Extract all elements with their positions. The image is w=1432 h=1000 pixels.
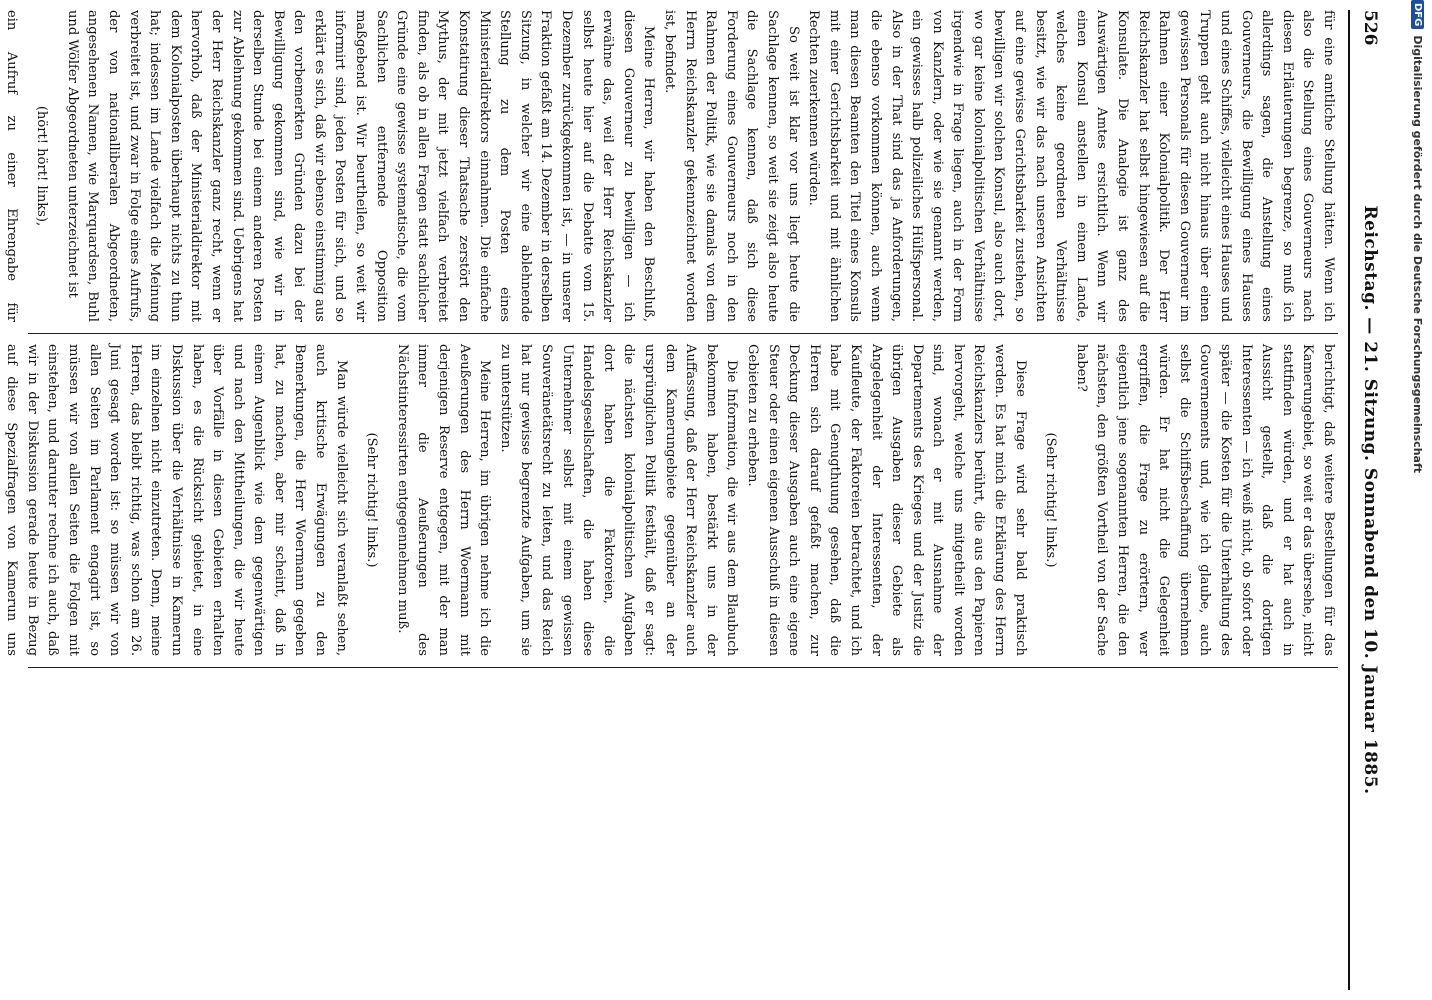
interjection: (Sehr richtig! links.) (364, 432, 380, 568)
paragraph: für eine amtliche Stellung hätten. Wenn ich also die Stellung eines Gouverneurs nach diesen Erläuterungen begrenze, so muß ich allerdings sagen, die Anstellung eines Gouverneurs, die Bewilligung eines Hauses und eines Schiffes, vielleicht eines Hauses und Truppen geht auch nicht hinaus über einen gewissen Personals für diesen Gouverneur im Rahmen einer Kolonialpolitik. Der Herr Reichskanzler hat selbst hingewiesen auf die Konsulate. Die Analogie ist ganz des Auswärtigen Amtes ersichtlich. Wenn wir einen Konsul anstellen in einem Lande, welches keine geordneten Verhältnisse besitzt, wie wir das nach unseren Ansichten auf eine gewisse Gerichtsbarkeit zustehen, so bewilligen wir solchen Konsul, also auch dort, wo gar keine kolonialpolitischen Verhältnisse irgendwie in Frage liegen, auch in der Form von Kanzlern, oder wie sie genannt werden, ein gewisses halb polizeiliches Hülfspersonal. Also in der That sind das ja Anforderungen, die ebenso vorkommen können, auch wenn man diesen Beamten den Titel eines Konsuls mit einer Gerichtsbarkeit und mit ähnlichen Rechten zuerkennen würden. (806, 10, 1336, 322)
paragraph: Diese Frage wird sehr bald praktisch werden. Es hat mich die Erklärung des Herrn Reichskanzlers berührt, die aus den Papieren hervorgeht, welche uns mitgetheilt worden sind, wonach er mit Ausnahme der Departements des Krieges und der Justiz die übrigen Ausgaben dieser Gebiete als Angelegenheit der Interessenten, der Kaufleute, der Faktoreien betrachtet, und ich habe mit Genugthuung gesehen, daß die Herren sich darauf gefaßt machen, zur Deckung dieser Ausgaben auch eine eigene Steuer oder einen eigenen Ausschuß in diesen Gebieten zu erheben. (744, 344, 1028, 656)
paragraph: Man würde vielleicht sich veranlaßt sehen, auch kritische Erwägungen zu den Bemerkungen, die Herr Woermann gegeben hat, zu machen, aber mir scheint, daß in einem Augenblick wie dem gegenwärtigen und nach den Mittheilungen, die wir heute über Vorfälle in diesen Gebieten erhalten haben, es die Rücksicht gebietet, in eine Diskussion über die Verhältnisse in Kamerun im einzelnen nicht einzutreten. Denn, meine Herren, das bleibt richtig, was schon am 26. Juni gesagt worden ist: so müssen wir von allen Seiten im Parlament engagirt ist, so müssen wir von allen Seiten die Folgen mit einstehen, und darunter rechne ich auch, daß wir in der Diskussion gerade heute in Bezug auf diese Spezialfragen von Kamerun uns (4, 344, 349, 656)
interjection: (Sehr richtig! links.) (1043, 432, 1059, 568)
column-rule (28, 333, 1338, 334)
text-column-2 (4, 344, 1338, 656)
text-column-1 (3, 10, 1338, 322)
column-rule (28, 667, 1338, 668)
running-title: Reichstag. — 21. Sitzung. Sonnabend den 10. Januar 1885. (1360, 205, 1380, 795)
paragraph: Meine Herren, im übrigen nehme ich die Aeußerungen des Herrn Woermann mit derjenigen Reserve entgegen, mit der man immer die Aeußerungen des Nächstinteressirten entgegennehmen muß. (394, 344, 493, 656)
rotated-sheet-container (3, 0, 1396, 1000)
digitization-note: Digitalisierung gefördert durch die Deutsche Forschungsgemeinschaft (1411, 35, 1425, 474)
dfg-logo: DFG (1412, 0, 1425, 29)
paragraph: Die Information, die wir aus dem Blaubuch bekommen haben, bestärkt uns in der Auffassung, daß der Herr Reichskanzler auch dem Kamerungebiete gegenüber an der ursprünglichen Politik festhält, daß er sagt: die nächsten kolonialpolitischen Aufgaben dort haben die Faktoreien, die Handelsgesellschaften, die haben diese Unternehmer selbst mit einem gewissen Souveränetätsrecht zu leiten, und das Reich hat nur gewisse begrenzte Aufgaben, um sie zu unterstützen. (497, 344, 740, 656)
paragraph: berichtigt, daß weitere Bestellungen für das Kamerungebiet, so weit er das übersehe, nicht stattfinden würden, und er hat auch in Aussicht gestellt, daß die dortigen Interessenten — ich weiß nicht, ob sofort oder später — die Kosten für die Unterhaltung des Gouvernements und, wie ich glaube, auch selbst die Schiffsbeschaffung übernehmen würden. Er hat nicht die Gelegenheit ergriffen, die Frage zu erörtern, wer eigentlich jene sogenannten Herren, die den nächsten, den größten Vortheil von der Sache haben? (1073, 344, 1336, 656)
running-header (1348, 10, 1390, 990)
newspaper-sheet (3, 0, 1396, 1000)
paragraph: So weit ist klar vor uns liegt heute die Sachlage kennen, so weit sie zeigt also heute die Sachlage kennen, daß sich diese Forderung eines Gouverneurs noch in den Rahmen der Politik, wie sie damals von dem Herrn Reichskanzler gekennzeichnet worden ist, befindet. (662, 10, 801, 322)
digitization-footer (1408, 0, 1428, 1000)
paragraph: ein Aufruf zu einer Ehrengabe für (3, 10, 19, 322)
text-column-3 (28, 678, 1338, 990)
paragraph: Meine Herren, wir haben den Beschluß, diesen Gouverneur zu bewilligen — ich erwähne das, weil der Herr Reichskanzler selbst heute hier auf die Debatte vom 15. Dezember zurückgekommen ist, — in unserer Fraktion gefaßt am 14. Dezember in derselben Sitzung, in welcher wir eine ablehnende Stellung zu dem Posten eines Ministerialdirektors einnahmen. Die einfache Konstatirung dieser Thatsache zerstört den Mythus, der mit jetzt vielfach verbreitet finden, als ob in allen Fragen statt sachlicher Gründe eine gewisse systematische, die vom Sachlichen entfernende Opposition maßgebend ist. Wir beurtheilen, so weit wir informirt sind, jeden Posten für sich, und so erklärt es sich, daß wir ebenso einstimmig aus den vorbemerkten Gründen dazu bei der Bewilligung gekommen sind, wie wir in derselben Stunde bei einem anderen Posten zur Ablehnung gekommen sind. Uebrigens hat der Herr Reichskanzler ganz recht, wenn er hervorhob, daß der Ministerialdirektor mit dem Kolonialposten überhaupt nichts zu thun hat; indessen im Lande vielfach die Meinung verbreitet ist, und zwar in Folge eines Aufrufs, der von nationalliberalen Abgeordneten, angesehenen Namen, wie Marquardsen, Buhl und Wölfer Abgeordneten unterzeichnet ist (64, 10, 657, 322)
interjection: (hört! hört! links), (34, 105, 50, 227)
page-number: 526 (1360, 10, 1380, 46)
